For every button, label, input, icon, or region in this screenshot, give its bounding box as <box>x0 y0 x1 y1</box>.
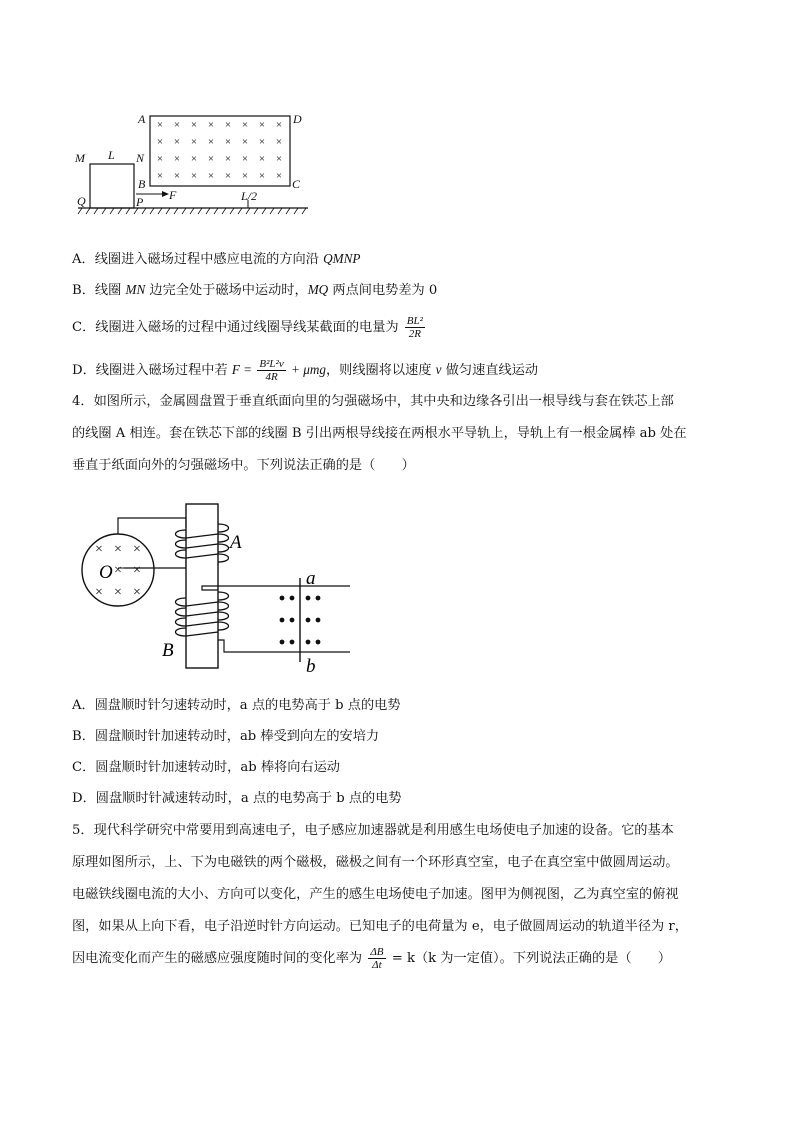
svg-text:×: × <box>173 119 181 131</box>
label-B-coil: B <box>162 640 174 661</box>
charge-fraction: $\frac{\text{BL²}}{2R}$ <box>406 315 423 340</box>
label-L: L <box>108 148 115 162</box>
svg-text:×: × <box>207 170 215 182</box>
svg-text:×: × <box>241 170 249 182</box>
svg-text:×: × <box>258 170 266 182</box>
q3-option-c: C．线圈进入磁场的过程中通过线圈导线某截面的电量为 $\frac{\text{BL²}}{2R}$ <box>72 315 423 340</box>
svg-text:×: × <box>190 136 198 148</box>
svg-text:×: × <box>258 153 266 165</box>
svg-text:×: × <box>275 170 283 182</box>
svg-text:×: × <box>173 170 181 182</box>
svg-text:×: × <box>133 542 141 557</box>
svg-text:×: × <box>156 136 164 148</box>
label-Q: Q <box>77 194 86 208</box>
label-O: O <box>99 562 113 583</box>
svg-text:×: × <box>190 119 198 131</box>
q3-option-b: B．线圈 MN 边完全处于磁场中运动时，MQ 两点间电势差为 0 <box>72 282 438 298</box>
label-C: C <box>292 177 301 191</box>
svg-text:×: × <box>224 153 232 165</box>
svg-text:×: × <box>224 170 232 182</box>
svg-text:×: × <box>156 119 164 131</box>
force-arrow-head <box>162 191 169 197</box>
force-fraction: $\frac{\text{B²L²v}}{4R}$ <box>259 358 284 383</box>
svg-text:×: × <box>207 153 215 165</box>
q5-last-line: 因电流变化而产生的磁感应强度随时间的变化率为 $\frac{\Delta B}{\Delta t}$ = k（k 为一定值）。下列说法正确的是（ ） <box>72 946 672 971</box>
svg-text:×: × <box>156 170 164 182</box>
label-L-half: L/2 <box>241 189 258 203</box>
svg-text:×: × <box>207 119 215 131</box>
svg-text:×: × <box>190 153 198 165</box>
label-b: b <box>306 656 316 677</box>
q3-option-a: A．线圈进入磁场过程中感应电流的方向沿 QMNP <box>72 251 361 267</box>
q4-option-b: B．圆盘顺时针加速转动时，ab 棒受到向左的安培力 <box>72 729 380 744</box>
svg-text:×: × <box>114 585 122 600</box>
q4-option-a: A．圆盘顺时针匀速转动时，a 点的电势高于 b 点的电势 <box>72 698 401 713</box>
svg-text:×: × <box>190 170 198 182</box>
svg-text:×: × <box>95 585 103 600</box>
label-P: P <box>136 195 144 209</box>
svg-text:×: × <box>258 136 266 148</box>
figure-coil-magnetic-field <box>70 108 315 218</box>
coil-square <box>90 164 134 208</box>
svg-text:×: × <box>258 119 266 131</box>
svg-text:×: × <box>114 542 122 557</box>
q5-stem: 5．现代科学研究中常要用到高速电子，电子感应加速器就是利用感生电场使电子加速的设备。它的基本 原理如图所示，上、下为电磁铁的两个磁极，磁极之间有一个环形真空室，电子在真空室中做圆周运动。 电磁铁线圈电流的大小、方向可以变化，产生的感生电场使电子加速。图甲为侧视图，乙为真空室的俯视 图，如果从上向下看，电子沿逆时针方向运动。已知电子的电荷量为 e，电子做圆周运动的轨道半径为 r， 因电流变化而产生的磁感应强度随时间的变化率为 $\frac{\Delta B}{\Delta t}$ = k（k 为一定值）。下列说法正确的是（ ） <box>72 815 722 975</box>
svg-text:×: × <box>133 563 141 578</box>
svg-text:×: × <box>207 136 215 148</box>
svg-text:×: × <box>173 153 181 165</box>
svg-text:×: × <box>275 119 283 131</box>
field-crosses <box>157 119 282 182</box>
ground-hatch <box>78 208 306 214</box>
label-D: D <box>293 112 302 126</box>
q4-option-c: C．圆盘顺时针加速转动时，ab 棒将向右运动 <box>72 760 340 775</box>
svg-text:×: × <box>224 136 232 148</box>
svg-text:×: × <box>275 153 283 165</box>
label-a: a <box>306 568 316 589</box>
svg-text:×: × <box>275 136 283 148</box>
label-M: M <box>75 151 85 165</box>
label-N: N <box>136 151 145 165</box>
edge-wire <box>118 518 186 534</box>
svg-text:×: × <box>173 136 181 148</box>
figure-disk-transformer-rails <box>72 498 362 680</box>
label-A: A <box>138 112 146 126</box>
label-A-coil: A <box>230 532 242 553</box>
svg-text:×: × <box>114 563 122 578</box>
q4-stem: 4．如图所示，金属圆盘置于垂直纸面向里的匀强磁场中，其中央和边缘各引出一根导线与套在铁芯上部 的线圈 A 相连。套在铁芯下部的线圈 B 引出两根导线接在两根水平导轨上，导轨上有一根金属棒 ab 处在 垂直于纸面向外的匀强磁场中。下列说法正确的是（ ） <box>72 394 687 473</box>
svg-text:×: × <box>224 119 232 131</box>
coil-b-upper-lead <box>202 586 350 590</box>
svg-text:×: × <box>241 119 249 131</box>
svg-text:×: × <box>95 542 103 557</box>
svg-text:×: × <box>133 585 141 600</box>
svg-text:×: × <box>156 153 164 165</box>
q3-option-d: D．线圈进入磁场过程中若 F = $\frac{\text{B²L²v}}{4R}$ + μmg，则线圈将以速度 v 做匀速直线运动 <box>72 358 539 383</box>
label-F: F <box>169 188 177 202</box>
rate-fraction: $\frac{\Delta B}{\Delta t}$ <box>370 946 384 971</box>
svg-text:×: × <box>241 153 249 165</box>
q4-option-d: D．圆盘顺时针减速转动时，a 点的电势高于 b 点的电势 <box>72 791 402 806</box>
field-region <box>150 116 290 186</box>
label-B: B <box>138 177 146 191</box>
svg-text:×: × <box>241 136 249 148</box>
